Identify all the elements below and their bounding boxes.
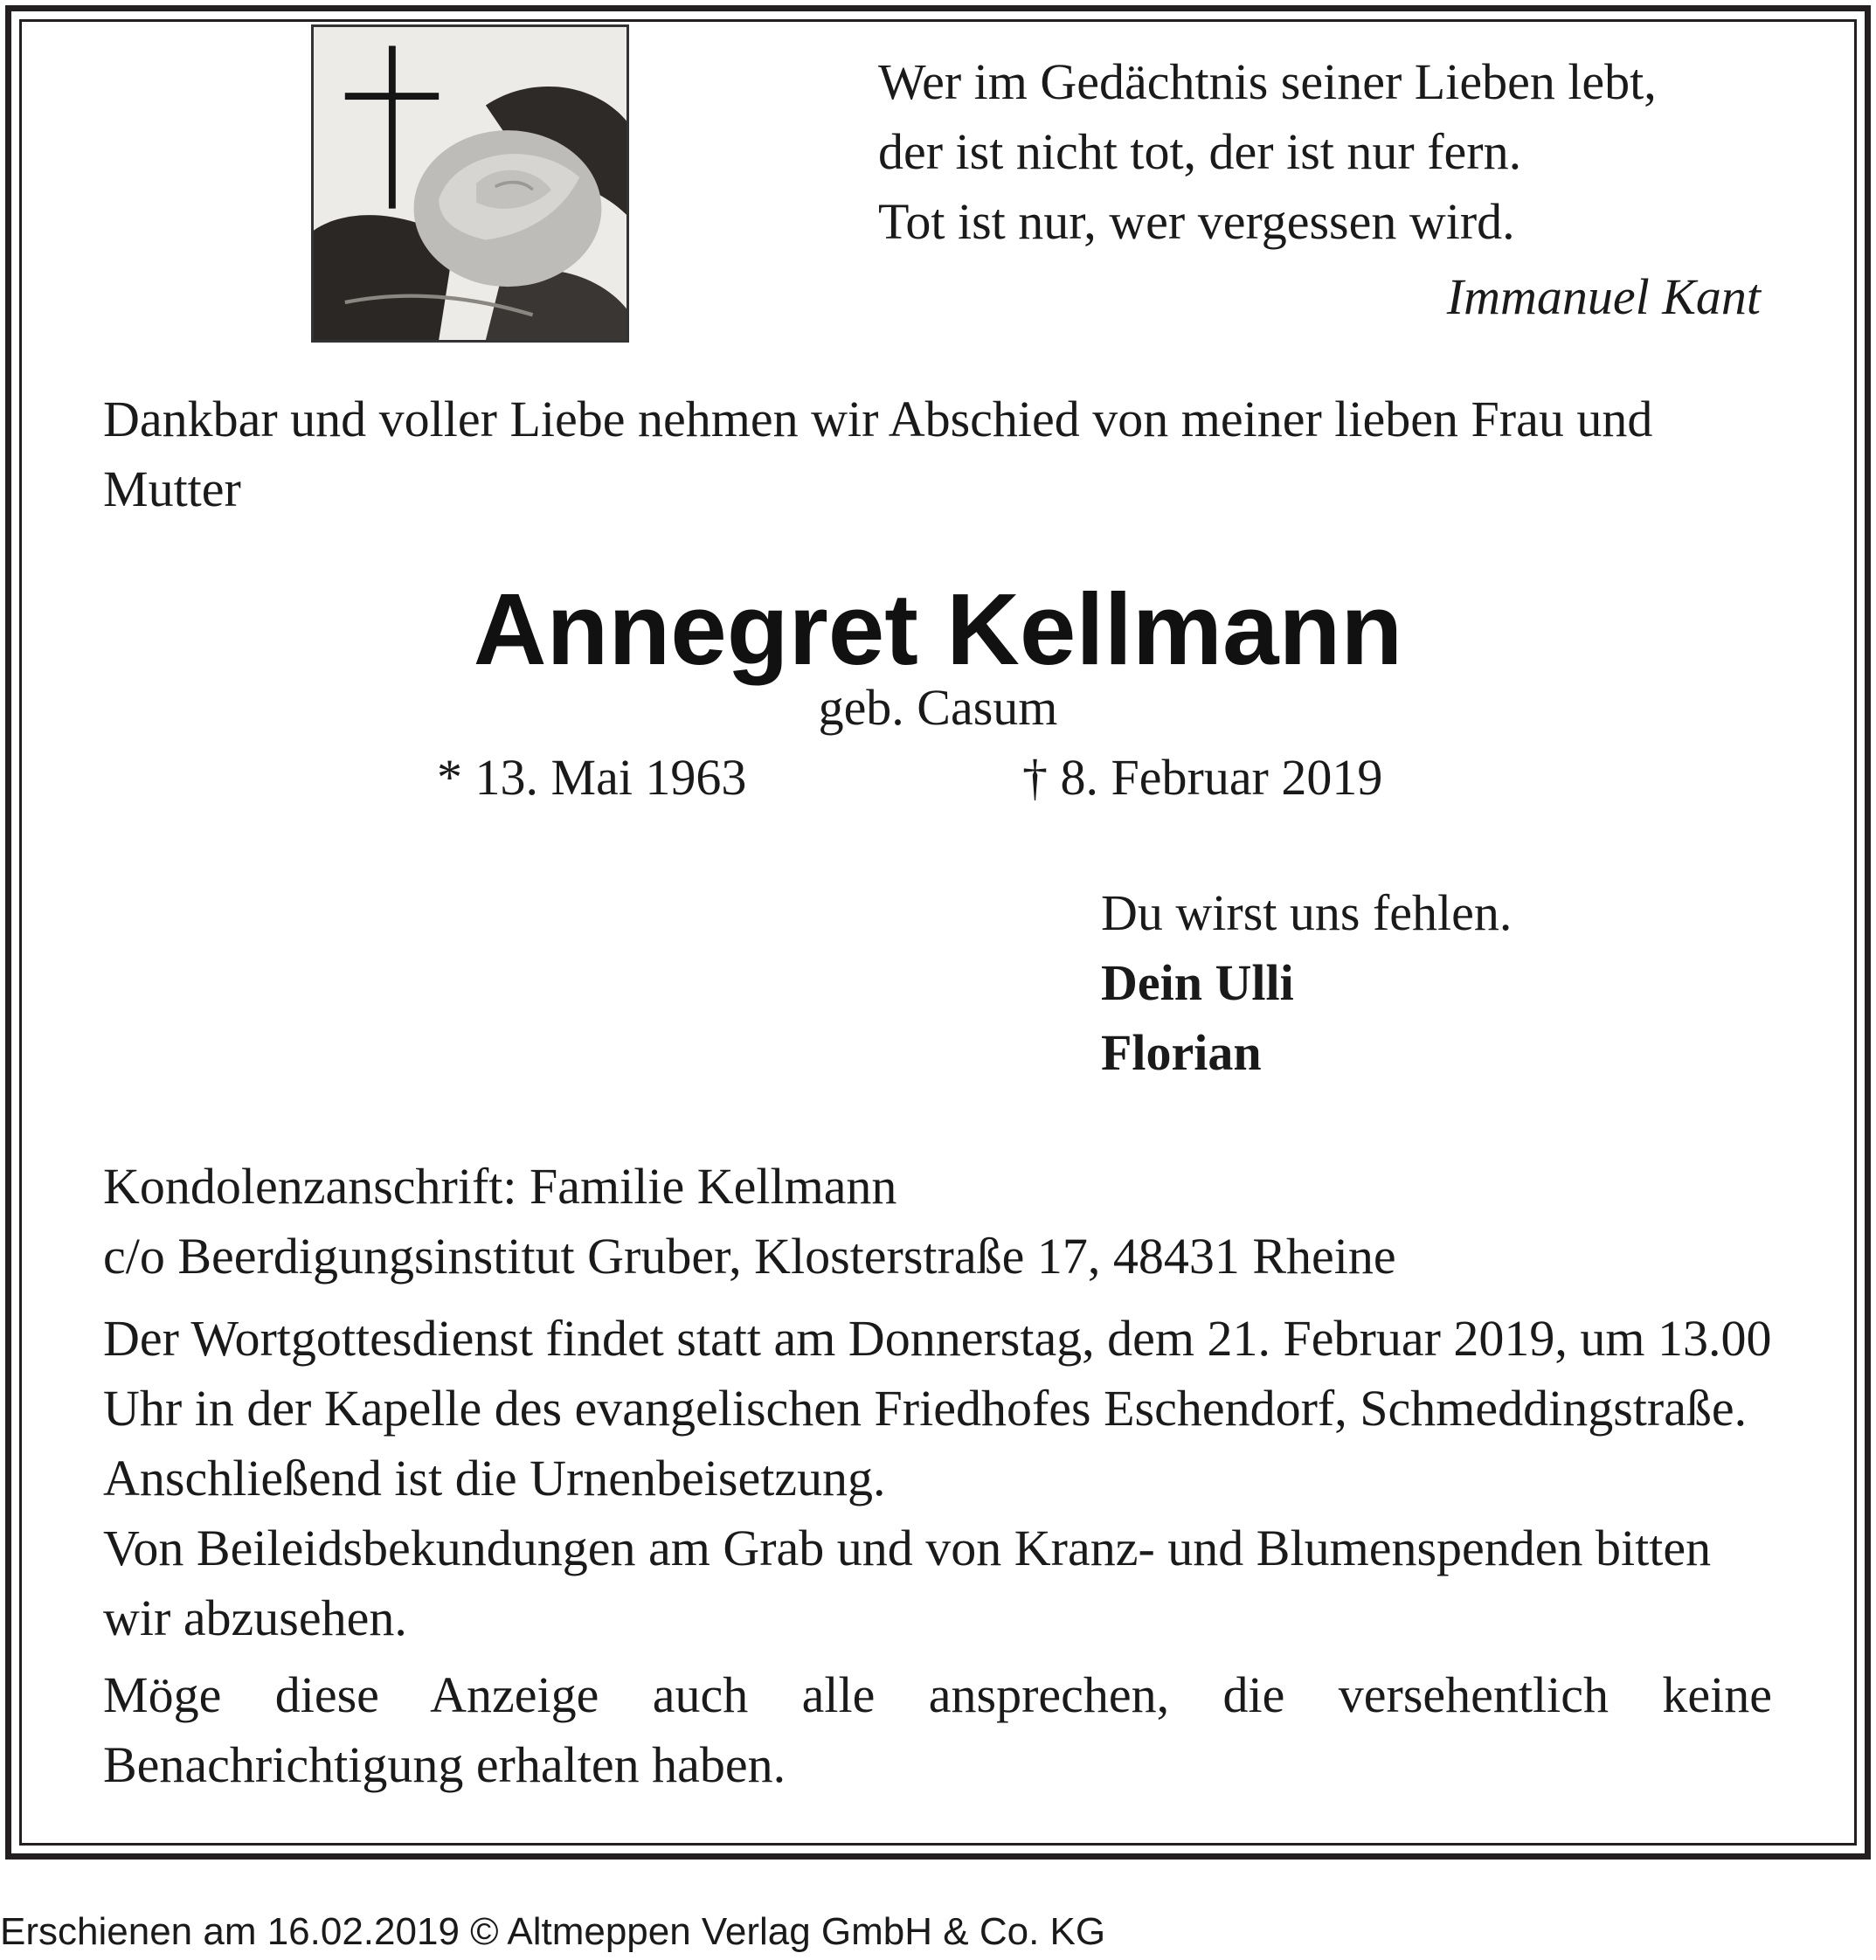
deceased-name: Annegret Kellmann (473, 572, 1403, 686)
maiden-name: geb. Casum (818, 679, 1058, 736)
birth-date: * 13. Mai 1963 (437, 749, 747, 806)
quote-line: Wer im Gedächtnis seiner Lieben lebt, (878, 53, 1657, 110)
quote-line: Tot ist nur, wer vergessen wird. (878, 193, 1515, 250)
condolence-address (103, 1152, 1772, 1292)
closing-text: Möge diese Anzeige auch alle ansprechen, die versehentlich keine Benachrichtigung erhalten haben. (103, 1666, 1772, 1793)
intro-text: Dankbar und voller Liebe nehmen wir Abschied von meiner lieben Frau und Mutter (103, 391, 1653, 517)
publication-footer: Erschienen am 16.02.2019 © Altmeppen Verlag GmbH & Co. KG (0, 1910, 1106, 1953)
service-text: Der Wortgottesdienst findet statt am Donnerstag, dem 21. Februar 2019, um 13.00 Uhr in der Kapelle des evangelischen Friedhofes Eschendorf, Schmeddingstraße. Anschließend ist die Urnenbeisetzung. (103, 1310, 1772, 1506)
farewell-message: Du wirst uns fehlen. (1101, 884, 1513, 941)
cross-rose-icon (311, 24, 629, 343)
signature: Dein Ulli (1101, 954, 1294, 1011)
quote-text (878, 47, 1657, 257)
quote-author: Immanuel Kant (1446, 268, 1761, 325)
condolence-line: c/o Beerdigungsinstitut Gruber, Klosterstraße 17, 48431 Rheine (103, 1228, 1396, 1285)
condolence-line: Kondolenzanschrift: Familie Kellmann (103, 1158, 897, 1215)
quote-line: der ist nicht tot, der ist nur fern. (878, 123, 1522, 180)
signature: Florian (1101, 1024, 1262, 1081)
service-info (103, 1304, 1772, 1653)
death-date: † 8. Februar 2019 (1022, 749, 1383, 806)
donation-request: Von Beileidsbekundungen am Grab und von Kranz- und Blumenspenden bitten wir abzusehen. (103, 1520, 1712, 1646)
